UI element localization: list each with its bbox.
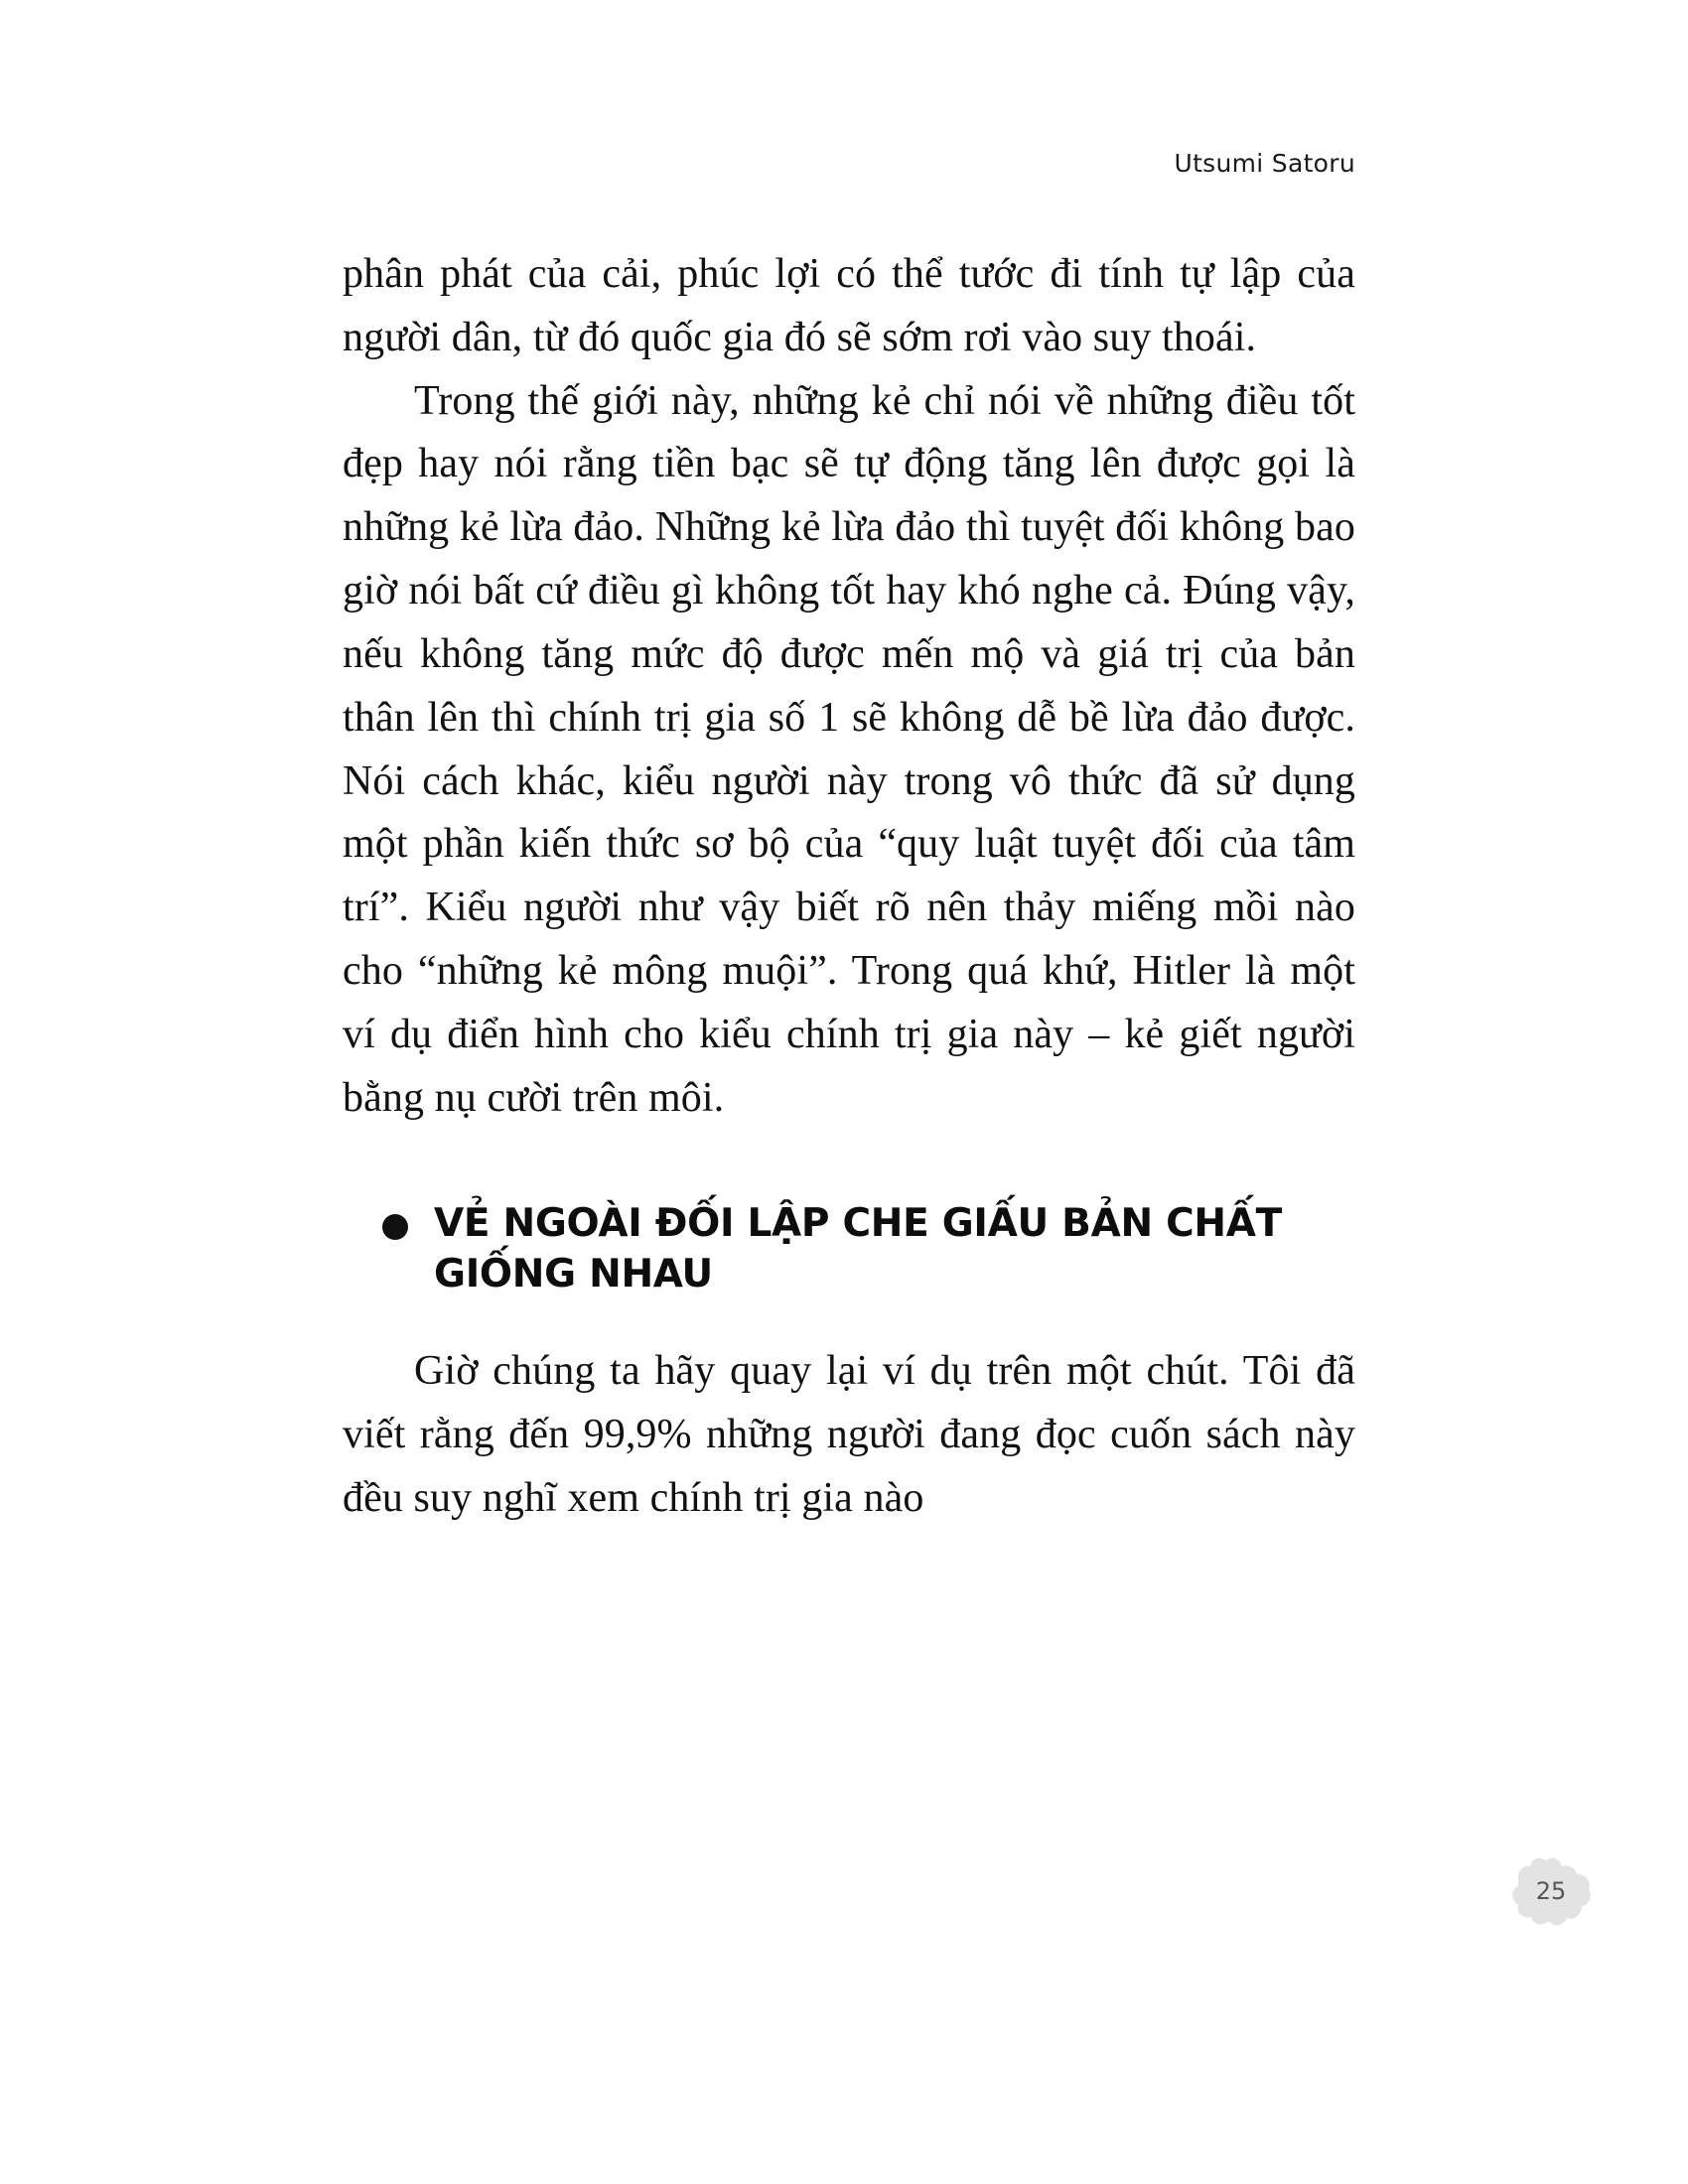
paragraph-1: phân phát của cải, phúc lợi có thể tước đi tính tự lập của người dân, từ đó quốc gia đó sẽ sớm rơi vào suy thoái. — [343, 251, 1355, 360]
paragraph-2: Trong thế giới này, những kẻ chỉ nói về những điều tốt đẹp hay nói rằng tiền bạc sẽ tự động tăng lên được gọi là những kẻ lừa đảo. Những kẻ lừa đảo thì tuyệt đối không bao giờ nói bất cứ điều gì không tốt hay khó nghe cả. Đúng vậy, nếu không tăng mức độ được mến mộ và giá trị của bản thân lên thì chính trị gia số 1 sẽ không dễ bề lừa đảo được. Nói cách khác, kiểu người này trong vô thức đã sử dụng một phần kiến thức sơ bộ của “quy luật tuyệt đối của tâm trí”. Kiểu người như vậy biết rõ nên thảy miếng mồi nào cho “những kẻ mông muội”. Trong quá khứ, Hitler là một ví dụ điển hình cho kiểu chính trị gia này – kẻ giết người bằng nụ cười trên môi. — [343, 377, 1355, 1121]
section-heading-text: VẺ NGOÀI ĐỐI LẬP CHE GIẤU BẢN CHẤT GIỐNG NHAU — [434, 1200, 1282, 1297]
section-heading — [343, 1198, 1355, 1301]
page-number: 25 — [1535, 1877, 1567, 1905]
paragraph-3: Giờ chúng ta hãy quay lại ví dụ trên một chút. Tôi đã viết rằng đến 99,9% những người đang đọc cuốn sách này đều suy nghĩ xem chính trị gia nào — [343, 1348, 1355, 1521]
bullet-dot-icon — [382, 1214, 408, 1240]
running-head: Utsumi Satoru — [1174, 149, 1355, 178]
page-content — [343, 243, 1355, 1531]
page-number-badge — [1508, 1853, 1594, 1931]
